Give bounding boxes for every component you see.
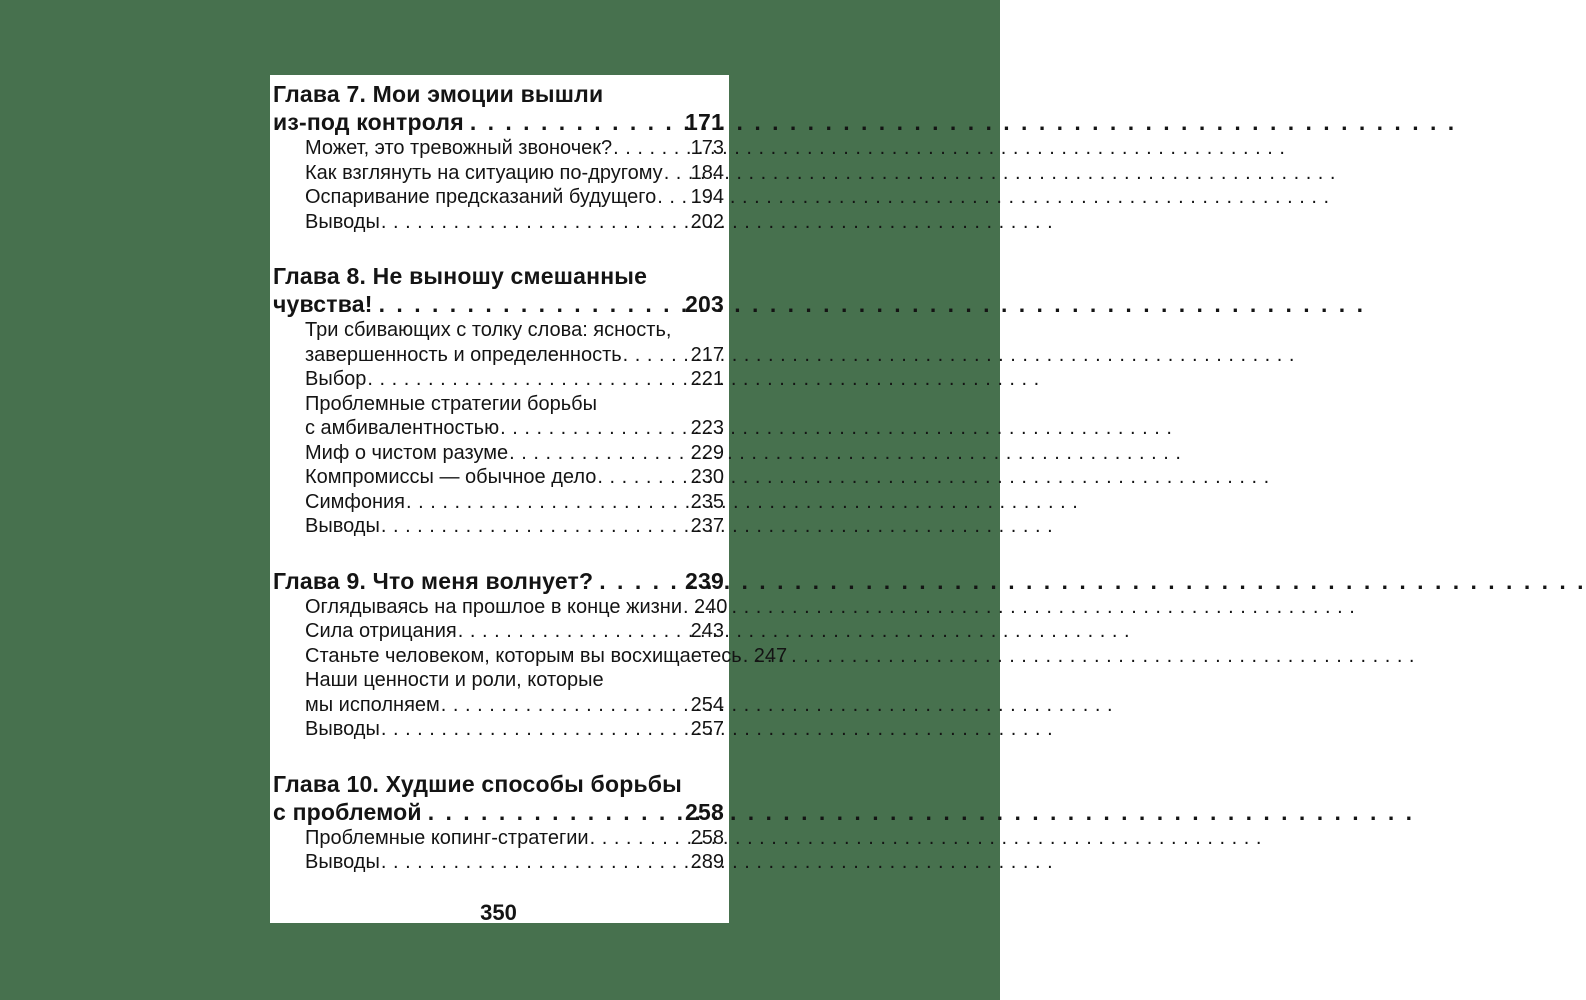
book-page <box>270 75 788 925</box>
dot-leader <box>470 108 678 136</box>
toc-entry <box>273 161 724 186</box>
toc-entry-text: Компромиссы — обычное дело <box>305 466 597 488</box>
dot-leader <box>743 644 751 669</box>
table-of-contents <box>273 80 788 875</box>
toc-entry-text: Выводы <box>305 210 380 233</box>
toc-entry <box>273 490 724 515</box>
page-number: 254 <box>690 693 724 716</box>
page-number: 258 <box>685 798 724 825</box>
toc-entry-text: Симфония <box>305 490 405 513</box>
toc-entry <box>273 416 724 441</box>
dot-leader <box>657 185 687 210</box>
page-number: 203 <box>685 291 724 317</box>
dot-leader <box>381 850 688 875</box>
toc-entry-text: Сила отрицания <box>305 620 457 642</box>
toc-entry-text: завершенность и определенность <box>305 343 622 366</box>
page-number: 221 <box>690 368 724 390</box>
page-number: 240 <box>694 595 728 618</box>
toc-entry <box>273 595 728 620</box>
toc-entry-text: Оспаривание предсказаний будущего <box>305 186 657 208</box>
toc-chapter <box>273 567 788 742</box>
dot-leader <box>597 465 687 490</box>
toc-entry <box>273 693 724 718</box>
toc-chapter <box>273 262 724 539</box>
toc-chapter <box>273 80 724 234</box>
toc-entry <box>273 514 724 539</box>
toc-entry-text: Как взглянуть на ситуацию по-другому <box>305 161 663 184</box>
toc-entry-text: Проблемные копинг-стратегии <box>305 826 589 849</box>
dot-leader <box>428 798 678 826</box>
chapter-heading <box>273 567 724 595</box>
dot-leader <box>590 826 688 851</box>
page-number: 257 <box>690 718 724 740</box>
chapter-heading-line: Глава 10. Худшие способы борьбы <box>273 770 683 797</box>
dot-leader <box>623 343 688 368</box>
dot-leader <box>458 619 688 644</box>
dot-leader <box>381 717 688 742</box>
toc-entry-text: Станьте человеком, которым вы восхищаетесь <box>305 644 742 667</box>
dot-leader <box>664 161 688 186</box>
page-number: 184 <box>690 161 724 184</box>
toc-entry-text: Выводы <box>305 718 380 740</box>
page-number: 217 <box>690 343 724 366</box>
toc-entry-text: Выводы <box>305 851 380 873</box>
dot-leader <box>441 693 688 718</box>
chapter-heading-line: Глава 8. Не выношу смешанные <box>273 263 648 289</box>
page-number: 171 <box>685 109 724 135</box>
page-number: 223 <box>690 417 724 439</box>
page-number: 230 <box>690 466 724 488</box>
page-number: 229 <box>690 441 724 464</box>
dot-leader <box>599 567 678 595</box>
toc-entry-line: Проблемные стратегии борьбы <box>305 392 597 415</box>
page-number: 237 <box>690 515 724 537</box>
page-number: 247 <box>753 644 788 667</box>
toc-entry <box>273 441 724 466</box>
dot-leader <box>613 136 687 161</box>
page-number: 173 <box>690 137 724 159</box>
toc-entry <box>273 717 724 742</box>
chapter-heading <box>273 290 724 318</box>
toc-entry <box>273 136 724 161</box>
toc-chapter <box>273 770 724 875</box>
dot-leader <box>367 367 687 392</box>
page-number: 289 <box>690 851 724 873</box>
toc-entry-line: Три сбивающих с толку слова: ясность, <box>305 319 672 341</box>
toc-entry <box>273 343 724 368</box>
toc-entry-text: Может, это тревожный звоночек? <box>305 137 613 159</box>
dot-leader <box>509 441 688 466</box>
page-number: 243 <box>690 620 724 642</box>
toc-entry <box>273 185 724 210</box>
page-number: 235 <box>690 490 724 513</box>
dot-leader <box>379 290 678 318</box>
chapter-heading-text: с проблемой <box>273 798 422 825</box>
chapter-heading-text: чувства! <box>273 291 373 317</box>
page-number: 202 <box>690 210 724 233</box>
dot-leader <box>381 210 688 235</box>
chapter-heading-text: Глава 9. Что меня волнует? <box>273 567 594 594</box>
toc-entry-text: Оглядываясь на прошлое в конце жизни <box>305 595 683 618</box>
folio-page-number: 350 <box>480 899 517 925</box>
toc-entry <box>273 619 724 644</box>
toc-entry <box>273 367 724 392</box>
toc-entry-text: Выбор <box>305 368 367 390</box>
page-number: 258 <box>690 826 724 849</box>
toc-entry-line: Наши ценности и роли, которые <box>305 669 604 691</box>
toc-entry <box>273 850 724 875</box>
dot-leader <box>406 490 688 515</box>
dot-leader <box>381 514 688 539</box>
toc-entry <box>273 210 724 235</box>
chapter-heading-line: Глава 7. Мои эмоции вышли <box>273 81 604 107</box>
page-number: 194 <box>690 186 724 208</box>
chapter-heading-text: из-под контроля <box>273 109 464 135</box>
dot-leader <box>500 416 688 441</box>
toc-entry-text: Выводы <box>305 515 380 537</box>
chapter-heading <box>273 108 724 136</box>
toc-entry <box>273 826 724 851</box>
toc-entry-text: мы исполняем <box>305 693 440 716</box>
dot-leader <box>683 595 691 620</box>
toc-entry-text: с амбивалентностью <box>305 417 500 439</box>
page-number: 239 <box>685 567 724 594</box>
toc-entry <box>273 465 724 490</box>
chapter-heading <box>273 798 724 826</box>
toc-entry <box>273 644 788 669</box>
toc-entry-text: Миф о чистом разуме <box>305 441 509 464</box>
